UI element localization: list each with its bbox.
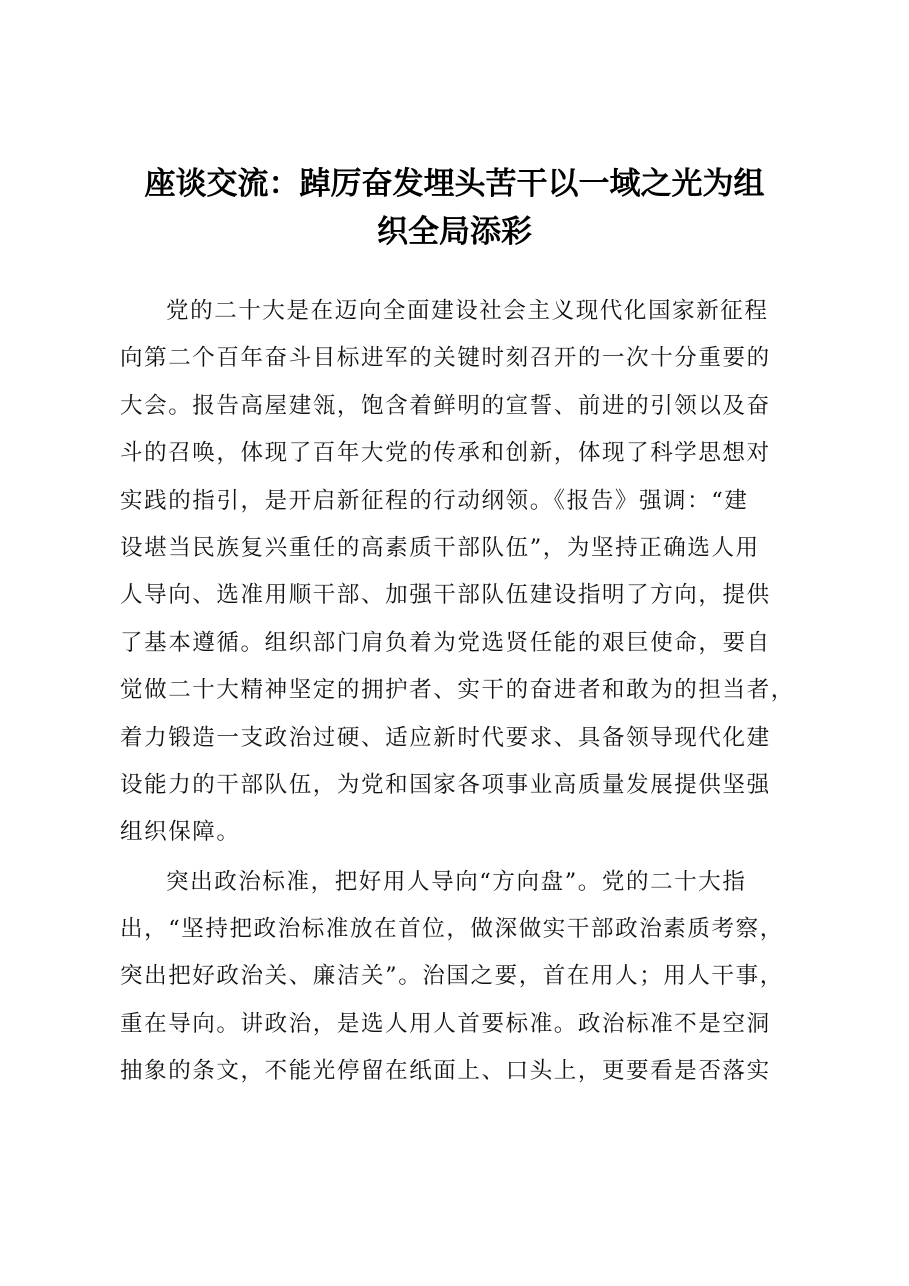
document-body — [120, 288, 810, 1098]
text-line: 抽象的条文，不能光停留在纸面上、口头上，更要看是否落实 — [120, 1058, 771, 1085]
paragraph — [120, 859, 810, 1096]
text-line: 着力锻造一支政治过硬、适应新时代要求、具备领导现代化建 — [120, 724, 771, 751]
text-line: 觉做二十大精神坚定的拥护者、实干的奋进者和敢为的担当者， — [120, 677, 795, 704]
title-line: 座谈交流：踔厉奋发埋头苦干以一域之光为组 — [144, 166, 765, 202]
text-line: 大会。报告高屋建瓴，饱含着鲜明的宣誓、前进的引领以及奋 — [120, 392, 771, 419]
text-line: 党的二十大是在迈向全面建设社会主义现代化国家新征程 — [166, 298, 769, 324]
text-line: 实践的指引，是开启新征程的行动纲领。《报告》强调：“建 — [120, 487, 749, 514]
text-line: 组织保障。 — [120, 819, 241, 846]
paragraph — [120, 288, 810, 857]
text-line: 设堪当民族复兴重任的高素质干部队伍”，为坚持正确选人用 — [120, 534, 760, 561]
text-line: 重在导向。讲政治，是选人用人首要标准。政治标准不是空洞 — [120, 1010, 771, 1037]
title-line: 织全局添彩 — [377, 214, 532, 250]
text-line: 人导向、选准用顺干部、加强干部队伍建设指明了方向，提供 — [120, 582, 771, 609]
document-title — [100, 160, 809, 256]
text-line: 突出政治标准，把好用人导向“方向盘”。党的二十大指 — [166, 868, 747, 895]
text-line: 设能力的干部队伍，为党和国家各项事业高质量发展提供坚强 — [120, 771, 771, 798]
text-line: 突出把好政治关、廉洁关”。治国之要，首在用人；用人干事， — [120, 963, 784, 990]
text-line: 向第二个百年奋斗目标进军的关键时刻召开的一次十分重要的 — [120, 345, 771, 372]
text-line: 出，“坚持把政治标准放在首位，做深做实干部政治素质考察， — [120, 916, 784, 943]
text-line: 斗的召唤，体现了百年大党的传承和创新，体现了科学思想对 — [120, 440, 771, 467]
text-line: 了基本遵循。组织部门肩负着为党选贤任能的艰巨使命，要自 — [120, 629, 771, 656]
